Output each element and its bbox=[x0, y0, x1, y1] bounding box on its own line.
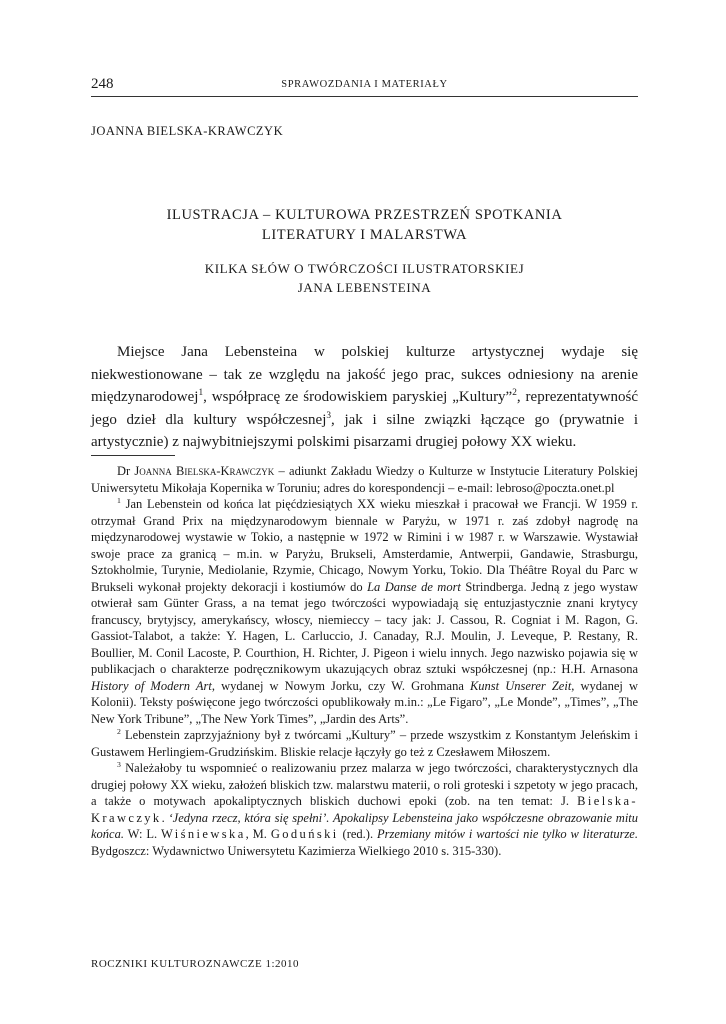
footnote-ref-3: 3 bbox=[326, 410, 332, 421]
article-subtitle bbox=[91, 259, 638, 297]
footnote-1-italic-1: La Danse de mort bbox=[367, 579, 461, 594]
article-title-line-1: ILUSTRACJA – KULTUROWA PRZESTRZEŃ SPOTKANIA bbox=[166, 207, 563, 223]
running-title: SPRAWOZDANIA I MATERIAŁY bbox=[281, 79, 448, 90]
author-note-name: Joanna Bielska-Krawczyk bbox=[134, 464, 275, 478]
footnote-3-text-6: Bydgoszcz: Wydawnictwo Uniwersytetu Kazimierza Wielkiego 2010 s. 315-330). bbox=[91, 843, 502, 858]
article-title-block bbox=[91, 205, 638, 297]
footnote-1-text-3: , wydanej w Nowym Jorku, czy W. Grohmana bbox=[211, 678, 470, 693]
lead-text-4: , jak i silne związki łączące go (prywatnie i artystycznie) z najwybitniejszymi polskimi pisarzami drugiej połowy XX wieku. bbox=[91, 411, 638, 451]
footnote-2-text: Lebenstein zaprzyjaźniony był z twórcami „Kultury” – przede wszystkim z Konstantym Jeleńskim i Gustawem Herlingiem-Grudzińskim. Bliskie relacje łączyły go też z Czesławem Miłoszem. bbox=[91, 728, 638, 759]
footnote-separator bbox=[91, 455, 175, 456]
footnote-3-text-2: . bbox=[161, 810, 169, 825]
footnote-3-text-5: (red.). bbox=[338, 827, 377, 841]
article-subtitle-line-2: JANA LEBENSTEINA bbox=[297, 280, 432, 295]
author-name: JOANNA BIELSKA-KRAWCZYK bbox=[91, 124, 284, 138]
footnote-3-italic-2: Przemiany mitów i wartości nie tylko w literaturze. bbox=[377, 827, 638, 841]
footnote-2-mark: 2 bbox=[117, 726, 121, 736]
footnote-3-text-1: Należałoby tu wspomnieć o realizowaniu przez malarza w jego twórczości, charakterystycznych dla drugiej połowy XX wieku, założeń bliskich tzw. malarstwu materii, o roli groteski i szpetoty w jego pracach, a także o motywach apokaliptycznych bliskich duchowi epoki (zob. na ten temat: J. bbox=[91, 761, 638, 808]
footnote-3-mark: 3 bbox=[117, 759, 121, 769]
running-head bbox=[91, 76, 638, 98]
lead-text-1: Miejsce Jana Lebensteina w polskiej kulturze artystycznej wydaje się niekwestionowane – tak ze względu na jakość jego prac, sukces odniesiony na arenie międzynarodowej bbox=[91, 344, 638, 406]
footnote-3-spaced-2: Wiśniewska bbox=[161, 827, 246, 841]
footnote-3 bbox=[91, 760, 638, 859]
lead-text bbox=[91, 341, 638, 454]
footnote-1-text-2: Strindberga. Jedną z jego wystaw otwierał sam Günter Grass, a na temat jego twórczości wypowiadają się entuzjastycznie znani krytycy francuscy, brytyjscy, amerykańscy, włoscy, niemieccy – tacy jak: J. Cassou, R. Cogniat i M. Ragon, G. Gassiot-Talabot, a także: Y. Hagen, L. Carluccio, J. Canaday, R.J. Moulin, J. Leveque, P. Restany, R. Boullier, M. Conil Lacoste, P. Courthion, H. Richter, J. Pigeon i wielu innych. Jego nazwisko pojawia się w publikacjach o charakterze podręcznikowym ukazujących obraz sztuki współczesnej (np.: H.H. Arnasona bbox=[91, 579, 638, 676]
footnote-3-spaced-1: Bielska-Krawczyk bbox=[91, 794, 638, 825]
author-note bbox=[91, 463, 638, 496]
footnote-1 bbox=[91, 496, 638, 727]
footnote-1-text-1: Jan Lebenstein od końca lat pięćdziesiątych XX wieku mieszkał i pracował we Francji. W 1959 r. otrzymał Grand Prix na międzynarodowym biennale w Paryżu, w 1971 r. zaś zdobył nagrodę na międzynarodowej wystawie w Tokio, a następnie w 1972 w Rimini i w 1987 r. w Warszawie. Wystawiał swoje prace za granicą – m.in. w Paryżu, Brukseli, Amsterdamie, Antwerpii, Gandawie, Strasburgu, Sztokholmie, Turynie, Mediolanie, Rzymie, Chicago, Nowym Yorku, Tokio. Dla Théâtre Royal du Parc w Brukseli wykonał projekty dekoracji i kostiumów do bbox=[91, 497, 638, 594]
footnote-2 bbox=[91, 727, 638, 760]
footnotes bbox=[91, 463, 638, 859]
footnote-3-spaced-3: Goduński bbox=[270, 827, 339, 841]
header-rule bbox=[91, 96, 638, 97]
footnote-3-text-4: , M. bbox=[245, 827, 271, 841]
footnote-1-text-4: , wydanej w Kolonii). Teksty poświęcone jego twórczości opublikowały m.in.: „Le Figaro”, „Le Monde”, „Times”, „The New York Tribune”, „The New York Times”, „Jardin des Arts”. bbox=[91, 678, 638, 726]
author-note-prefix: Dr bbox=[117, 464, 135, 478]
article-title-line-2: LITERATURY I MALARSTWA bbox=[261, 227, 468, 243]
article-subtitle-line-1: KILKA SŁÓW O TWÓRCZOŚCI ILUSTRATORSKIEJ bbox=[204, 261, 525, 276]
footnote-ref-1: 1 bbox=[198, 388, 204, 399]
author-note-text: – adiunkt Zakładu Wiedzy o Kulturze w Instytucie Literatury Polskiej Uniwersytetu Mikołaja Kopernika w Toruniu; adres do korespondencji – e-mail: lebroso@poczta.onet.pl bbox=[91, 464, 638, 495]
footnote-1-mark: 1 bbox=[117, 495, 121, 505]
journal-footer: ROCZNIKI KULTUROZNAWCZE 1:2010 bbox=[91, 958, 300, 970]
footnote-1-italic-2: History of Modern Art bbox=[91, 678, 212, 693]
lead-text-3: , reprezentatywność jego dzieł dla kultury współczesnej bbox=[91, 389, 638, 428]
page-number: 248 bbox=[91, 76, 114, 92]
footnote-1-italic-3: Kunst Unserer Zeit bbox=[469, 678, 572, 693]
lead-text-2: , współpracę ze środowiskiem paryskiej „Kultury” bbox=[203, 389, 513, 406]
lead-paragraph bbox=[91, 341, 638, 454]
footnote-3-text-3: W: L. bbox=[123, 827, 162, 841]
footnote-3-italic-1: ‘Jedyna rzecz, która się spełni’. Apokalipsy Lebensteina jako współczesne obrazowanie mitu końca. bbox=[91, 810, 639, 841]
footnote-ref-2: 2 bbox=[512, 388, 517, 399]
